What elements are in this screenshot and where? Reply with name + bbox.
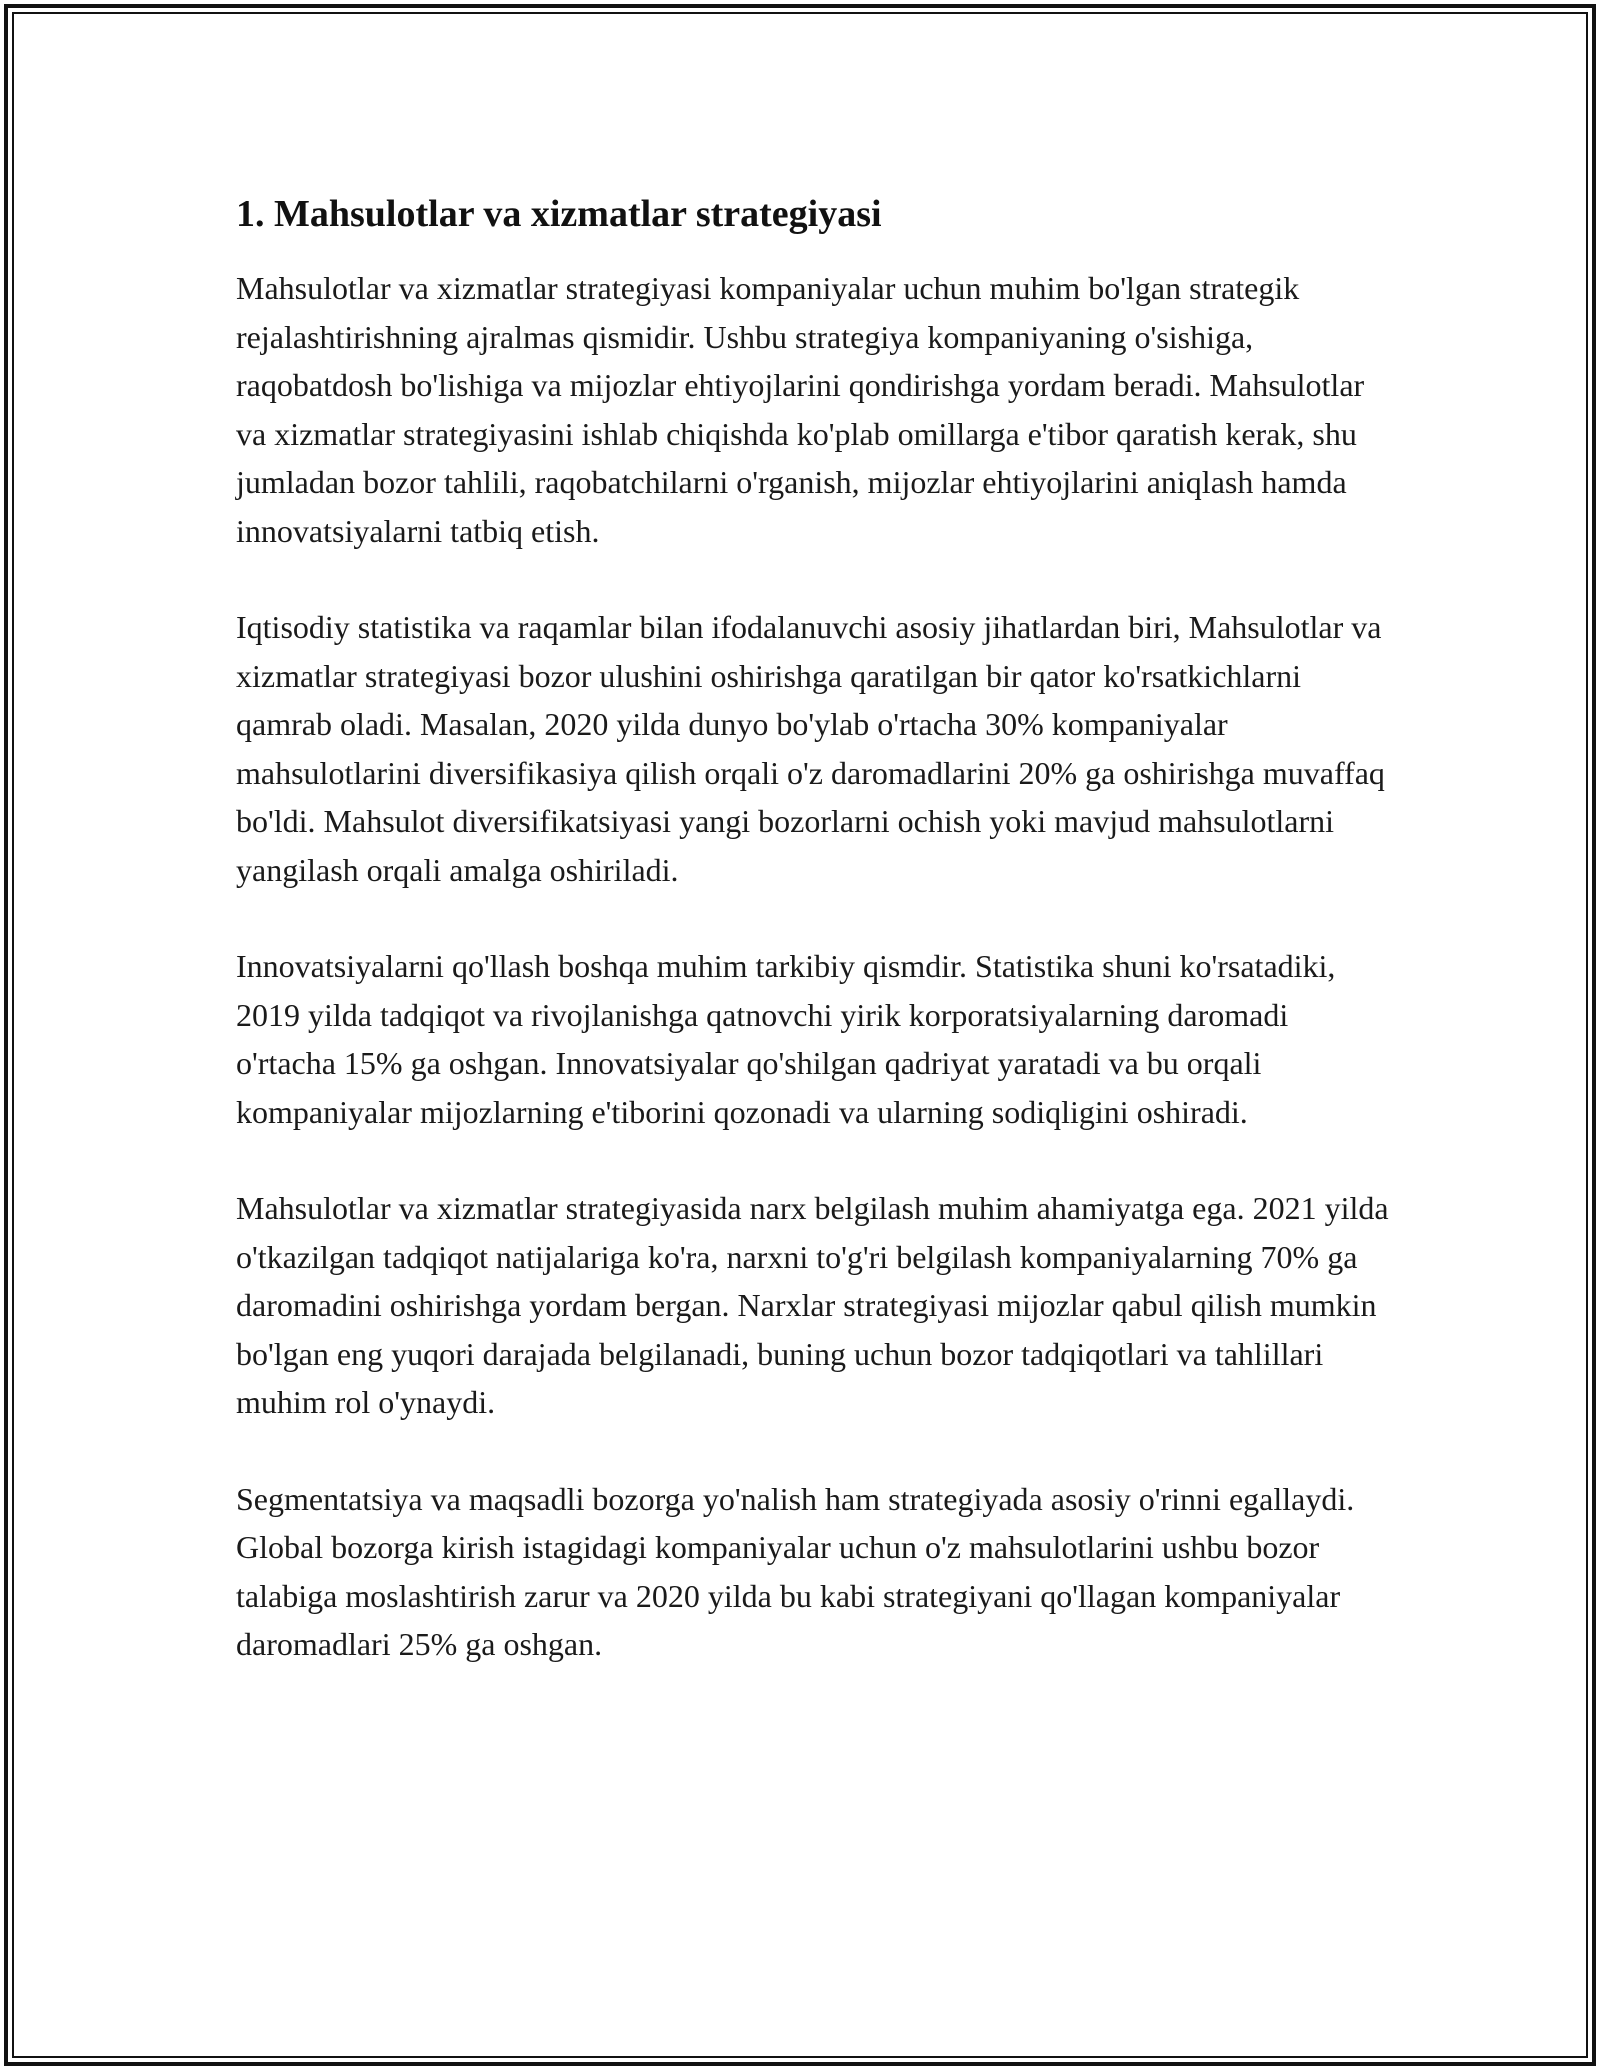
paragraph-segmentation: Segmentatsiya va maqsadli bozorga yo'nalish ham strategiyada asosiy o'rinni egallaydi. Global bozorga kirish istagidagi kompaniyalar uchun o'z mahsulotlarini ushbu bozor talabiga moslashtirish zarur va 2020 yilda bu kabi strategiyani qo'llagan kompaniyalar daromadlari 25% ga oshgan. — [236, 1480, 1355, 1662]
paragraph-pricing: Mahsulotlar va xizmatlar strategiyasida narx belgilash muhim ahamiyatga ega. 2021 yilda o'tkazilgan tadqiqot natijalariga ko'ra, narxni to'g'ri belgilash kompaniyalarning 70% ga daromadini oshirishga yordam bergan. Narxlar strategiyasi mijozlar qabul qilish mumkin bo'lgan eng yuqori darajada belgilanadi, buning uchun bozor tadqiqotlari va tahlillari muhim rol o'ynaydi. — [236, 1190, 1389, 1420]
section-heading: 1. Mahsulotlar va xizmatlar strategiyasi — [236, 193, 882, 235]
paragraph-diversification: Iqtisodiy statistika va raqamlar bilan ifodalanuvchi asosiy jihatlardan biri, Mahsulotlar va xizmatlar strategiyasi bozor ulushini oshirishga qaratilgan bir qator ko'rsatkichlarni qamrab oladi. Masalan, 2020 yilda dunyo bo'ylab o'rtacha 30% kompaniyalar mahsulotlarini diversifikasiya qilish orqali o'z daromadlarini 20% ga oshirishga muvaffaq bo'ldi. Mahsulot diversifikatsiyasi yangi bozorlarni ochish yoki mavjud mahsulotlarni yangilash orqali amalga oshiriladi. — [236, 609, 1385, 888]
paragraph-product-strategy: Mahsulotlar va xizmatlar strategiyasi kompaniyalar uchun muhim bo'lgan strategik rejalashtirishning ajralmas qismidir. Ushbu strategiya kompaniyaning o'sishiga, raqobatdosh bo'lishiga va mijozlar ehtiyojlarini qondirishga yordam beradi. Mahsulotlar va xizmatlar strategiyasini ishlab chiqishda ko'plab omillarga e'tibor qaratish kerak, shu jumladan bozor tahlili, raqobatchilarni o'rganish, mijozlar ehtiyojlarini aniqlash hamda innovatsiyalarni tatbiq etish. — [236, 270, 1365, 549]
document-body — [236, 188, 1396, 1717]
paragraph-innovation: Innovatsiyalarni qo'llash boshqa muhim tarkibiy qismdir. Statistika shuni ko'rsatadiki, 2019 yilda tadqiqot va rivojlanishga qatnovchi yirik korporatsiyalarning daromadi o'rtacha 15% ga oshgan. Innovatsiyalar qo'shilgan qadriyat yaratadi va bu orqali kompaniyalar mijozlarning e'tiborini qozonadi va ularning sodiqligini oshiradi. — [236, 948, 1336, 1130]
